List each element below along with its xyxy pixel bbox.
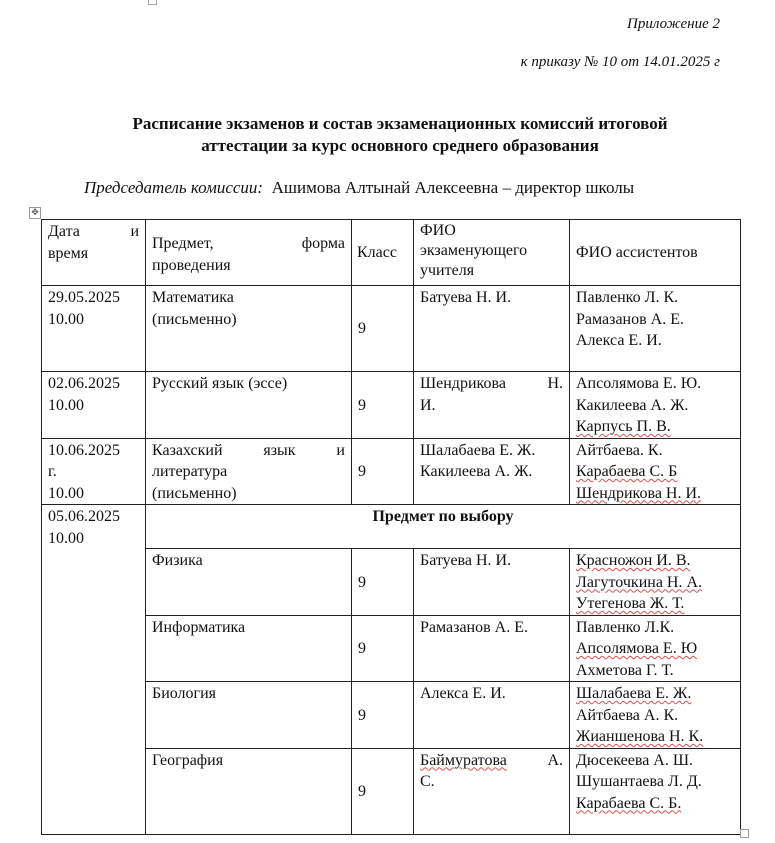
- table-row: [42, 549, 741, 616]
- teacher-initial: С.: [420, 773, 435, 790]
- cell-subject[interactable]: [146, 682, 352, 749]
- cell-class: 9: [352, 682, 414, 749]
- cell-date: [42, 438, 146, 505]
- cell-teacher: Рамазанов А. Е.: [414, 615, 570, 682]
- assistant-name: [576, 550, 734, 572]
- cell-assistants: [570, 549, 741, 616]
- teacher-initial: Н.: [547, 375, 563, 392]
- cell-class: 9: [352, 372, 414, 439]
- assistant-name: Ахметова Г. Т.: [576, 661, 674, 679]
- subject-word: литература: [152, 463, 228, 480]
- cell-assistants: [570, 682, 741, 749]
- cell-teacher: [414, 438, 570, 505]
- cell-teacher: Алекса Е. И.: [414, 682, 570, 749]
- spellcheck-flagged-text: Утегенова Ж. Т.: [576, 595, 685, 612]
- cell-subject: Физика: [146, 549, 352, 616]
- assistant-name: [576, 593, 734, 615]
- assistant-name: Айтбаева. К.: [576, 441, 663, 459]
- exam-time: 10.00: [48, 484, 84, 502]
- cell-subject: [146, 438, 352, 505]
- cell-assistants: [570, 438, 741, 505]
- cell-teacher: [414, 372, 570, 439]
- header-time-word: время: [48, 244, 89, 262]
- table-row: [42, 372, 741, 439]
- cell-assistants: [570, 748, 741, 834]
- header-teacher-fio: ФИО: [420, 222, 456, 239]
- spellcheck-flagged-text: Шалабаева Е. Ж.: [576, 685, 692, 702]
- table-row: [42, 438, 741, 505]
- assistant-name: [576, 572, 734, 594]
- spellcheck-flagged-text: Красножон И. В.: [576, 552, 691, 569]
- exam-date: 29.05.2025: [48, 289, 120, 306]
- exam-date: 10.06.2025: [48, 441, 120, 459]
- table-row: [42, 748, 741, 834]
- subject-word: Казахский: [152, 441, 223, 459]
- spellcheck-flagged-text: Карабаева С. Б.: [576, 794, 682, 812]
- header-date-and: и: [130, 223, 139, 240]
- teacher-surname: Баймуратова: [420, 751, 507, 769]
- assistant-name: [576, 416, 734, 438]
- header-teacher-examining: экзаменующего: [420, 242, 528, 259]
- assistant-name: [576, 483, 734, 505]
- resize-square-icon[interactable]: [740, 829, 749, 838]
- teacher-name: Какилеева А. Ж.: [420, 463, 533, 480]
- order-reference: к приказу № 10 от 14.01.2025 г: [520, 54, 720, 70]
- table-row: [42, 682, 741, 749]
- teacher-initial: А.: [547, 751, 563, 769]
- cell-class: 9: [352, 748, 414, 834]
- cell-subject: Информатика: [146, 615, 352, 682]
- header-date-word: Дата: [48, 223, 80, 240]
- subject-name: Биология: [152, 685, 217, 702]
- chairman-value: Ашимова Алтынай Алексеевна – директор школы: [271, 178, 635, 197]
- exam-schedule-table: [41, 219, 741, 835]
- table-row: [42, 286, 741, 372]
- cell-teacher: Батуева Н. И.: [414, 286, 570, 372]
- assistant-name: Апсолямова Е. Ю.: [576, 375, 702, 392]
- cell-assistants: [570, 286, 741, 372]
- assistant-name: Шушантаева Л. Д.: [576, 773, 702, 790]
- assistant-name: [576, 461, 734, 483]
- exam-date: 05.06.2025: [48, 508, 120, 525]
- cell-class: 9: [352, 438, 414, 505]
- teacher-initial: И.: [420, 396, 436, 414]
- exam-time: 10.00: [48, 396, 84, 414]
- cell-teacher: [414, 748, 570, 834]
- table-row: [42, 615, 741, 682]
- cell-teacher: Батуева Н. И.: [414, 549, 570, 616]
- cell-date: [42, 372, 146, 439]
- subject-name: Русский язык (эссе): [152, 375, 288, 392]
- assistant-name: Павленко Л.К.: [576, 618, 675, 636]
- exam-date: 02.06.2025: [48, 375, 120, 392]
- header-assistants: ФИО ассистентов: [570, 220, 741, 286]
- elective-heading-row: [42, 505, 741, 549]
- header-teacher-word: учителя: [420, 262, 475, 279]
- assistant-name: Какилеева А. Ж.: [576, 396, 689, 414]
- teacher-surname: Шендрикова: [420, 375, 506, 392]
- assistant-name: Павленко Л. К.: [576, 289, 679, 306]
- teacher-name: Шалабаева Е. Ж.: [420, 441, 536, 459]
- assistant-name: Алекса Е. И.: [576, 332, 662, 349]
- document-title-line-2: аттестации за курс основного среднего образования: [201, 136, 599, 155]
- header-class: Класс: [352, 220, 414, 286]
- header-form-word: форма: [301, 235, 345, 252]
- spellcheck-flagged-text: Апсолямова Е. Ю: [576, 640, 698, 657]
- spellcheck-flagged-text: Карпусь П. В.: [576, 418, 671, 435]
- subject-form: (письменно): [152, 310, 237, 328]
- exam-time: 10.00: [48, 310, 84, 328]
- cell-assistants: [570, 372, 741, 439]
- assistant-name: Дюсекеева А. Ш.: [576, 751, 693, 769]
- elective-heading: Предмет по выбору: [146, 505, 741, 549]
- move-arrows-icon[interactable]: ✥: [29, 207, 41, 219]
- header-date: [42, 220, 146, 286]
- assistant-name: Айтбаева А. К.: [576, 706, 679, 724]
- document-title: [0, 113, 775, 157]
- cell-date: [42, 286, 146, 372]
- page-top-marker: [148, 0, 157, 5]
- spellcheck-flagged-text: Шендрикова Н. И.: [576, 484, 702, 502]
- header-subject-word: Предмет,: [152, 235, 214, 252]
- assistant-name: [576, 793, 734, 815]
- spellcheck-flagged-text: Карабаева С. Б: [576, 463, 678, 480]
- document-title-line-1: Расписание экзаменов и состав экзаменационных комиссий итоговой: [132, 114, 668, 133]
- cell-subject: [146, 372, 352, 439]
- chairman-label: Председатель комиссии:: [84, 178, 264, 197]
- subject-form: (письменно): [152, 484, 237, 502]
- assistant-name: [576, 638, 734, 660]
- assistant-name: [576, 726, 734, 748]
- header-teacher: [414, 220, 570, 286]
- subject-word: и: [336, 441, 345, 459]
- spellcheck-flagged-text: Жианшенова Н. К.: [576, 728, 704, 745]
- cell-subject: [146, 286, 352, 372]
- spellcheck-flagged-text: Лагуточкина Н. А.: [576, 573, 703, 591]
- assistant-name: Рамазанов А. Е.: [576, 310, 684, 328]
- cell-subject: География: [146, 748, 352, 834]
- table-header-row: [42, 220, 741, 286]
- header-subject: [146, 220, 352, 286]
- exam-time: 10.00: [48, 529, 84, 547]
- exam-date-suffix: г.: [48, 463, 57, 480]
- cell-class: 9: [352, 286, 414, 372]
- cell-class: 9: [352, 615, 414, 682]
- cell-class: 9: [352, 549, 414, 616]
- cell-date: [42, 505, 146, 835]
- appendix-label: Приложение 2: [627, 16, 720, 32]
- chairman-line: [84, 178, 634, 198]
- cell-assistants: [570, 615, 741, 682]
- subject-word: язык: [263, 441, 296, 459]
- header-conduct-word: проведения: [152, 256, 231, 274]
- assistant-name: [576, 683, 734, 705]
- subject-name: Математика: [152, 289, 234, 306]
